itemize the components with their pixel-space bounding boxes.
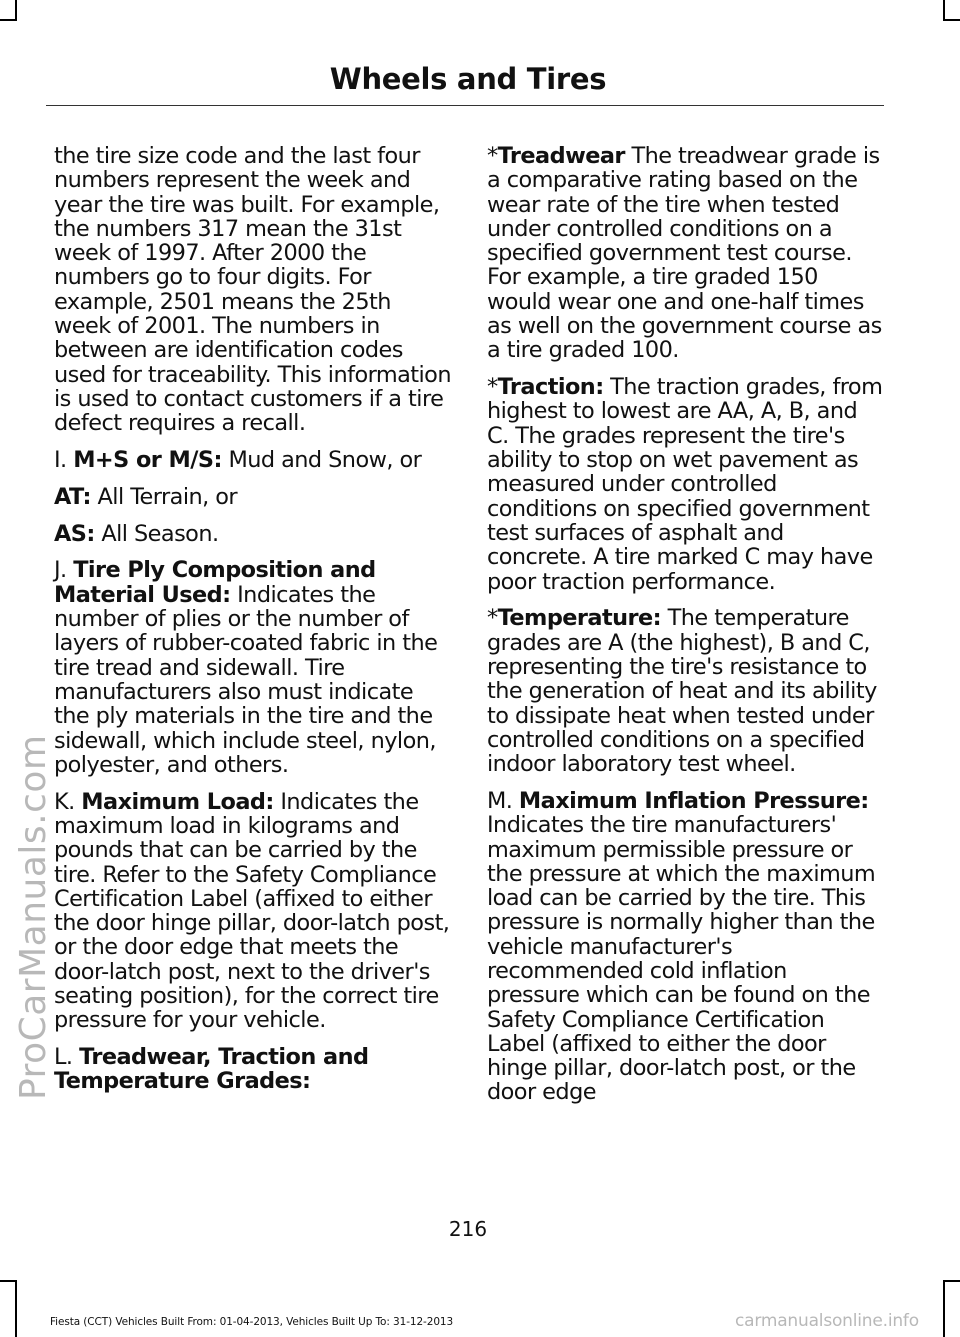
- term: AS:: [54, 520, 95, 547]
- term: M+S or M/S:: [73, 447, 222, 474]
- left-column: [54, 144, 452, 1106]
- paragraph: AT: All Terrain, or: [54, 483, 238, 510]
- term: Temperature:: [497, 605, 662, 632]
- crop-mark: [15, 1280, 17, 1337]
- paragraph: *Traction: The traction grades, from highest to lowest are AA, A, B, and C. The grades represent the tire's ability to stop on wet pavement as measured under controlled conditions on specified government test surfaces of asphalt and concrete. A tire marked C may have poor traction performance.: [487, 374, 883, 595]
- paragraph: K. Maximum Load: Indicates the maximum load in kilograms and pounds that can be carried by the tire. Refer to the Safety Compliance Certification Label (affixed to either the door hinge pillar, door-latch post, or the door edge that meets the door-latch post, next to the driver's seating position), for the correct tire pressure for your vehicle.: [54, 788, 450, 1034]
- page-title: Wheels and Tires: [329, 62, 607, 96]
- paragraph: AS: All Season.: [54, 520, 219, 547]
- paragraph: L. Treadwear, Traction and Temperature Grades:: [54, 1044, 369, 1095]
- crop-mark: [943, 19, 960, 21]
- paragraph: M. Maximum Inflation Pressure: Indicates the tire manufacturers' maximum permissible pressure or the pressure at which the maximum load can be carried by the tire. This pressure is normally higher than the vehicle manufacturer's recommended cold inflation pressure which can be found on the Safety Compliance Certification Label (affixed to either the door hinge pillar, door-latch post, or the door edge: [487, 787, 876, 1106]
- term: Maximum Inflation Pressure:: [518, 787, 869, 814]
- term: Traction:: [497, 374, 604, 401]
- term: Treadwear, Traction and Temperature Grades:: [54, 1044, 369, 1095]
- crop-mark: [943, 1280, 960, 1282]
- crop-mark: [943, 1280, 945, 1337]
- paragraph: I. M+S or M/S: Mud and Snow, or: [54, 447, 422, 474]
- footer-watermark: carmanualsonline.info: [735, 1311, 919, 1331]
- crop-mark: [0, 19, 17, 21]
- crop-mark: [15, 0, 17, 21]
- footer-text: Fiesta (CCT) Vehicles Built From: 01-04-2013, Vehicles Built Up To: 31-12-2013: [50, 1316, 454, 1328]
- right-column: [487, 144, 885, 1117]
- term: AT:: [54, 483, 91, 510]
- paragraph: *Treadwear The treadwear grade is a comparative rating based on the wear rate of the tire when tested under controlled conditions on a specified government test course. For example, a tire graded 150 would wear one and one-half times as well on the government course as a tire graded 100.: [487, 143, 882, 364]
- watermark: ProCarManuals.com: [13, 734, 54, 1100]
- paragraph: J. Tire Ply Composition and Material Used: Indicates the number of plies or the number of layers of rubber-coated fabric in the tire tread and sidewall. Tire manufacturers also must indicate the ply materials in the tire and the sidewall, which include steel, nylon, polyester, and others.: [54, 557, 438, 778]
- header-divider: [46, 105, 884, 106]
- term: Maximum Load:: [81, 788, 274, 815]
- term: Tire Ply Composition and Material Used:: [54, 557, 376, 608]
- paragraph: *Temperature: The temperature grades are A (the highest), B and C, representing the tire's resistance to the generation of heat and its ability to dissipate heat when tested under controlled conditions on a specified indoor laboratory test wheel.: [487, 605, 877, 778]
- paragraph: the tire size code and the last four numbers represent the week and year the tire was built. For example, the numbers 317 mean the 31st week of 1997. After 2000 the numbers go to four digits. For example, 2501 means the 25th week of 2001. The numbers in between are identification codes used for traceability. This information is used to contact customers if a tire defect requires a recall.: [54, 143, 451, 437]
- page-number: 216: [448, 1217, 488, 1241]
- crop-mark: [0, 1280, 17, 1282]
- crop-mark: [943, 0, 945, 21]
- term: Treadwear: [497, 143, 625, 169]
